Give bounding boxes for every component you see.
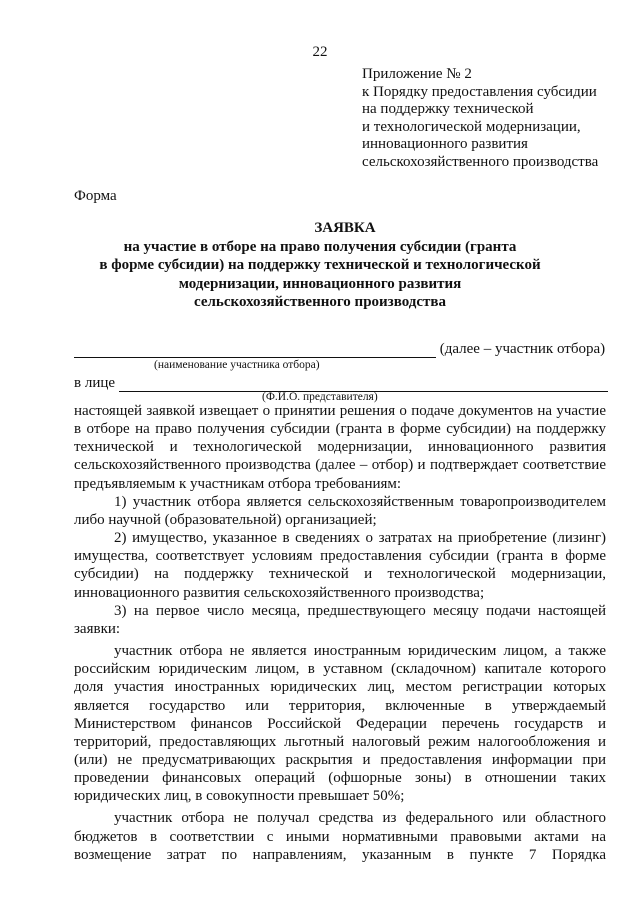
title-line: на участие в отборе на право получения субсидии (гранта	[123, 238, 517, 255]
title-line: в форме субсидии) на поддержку технической и технологической	[99, 257, 541, 273]
body-text	[74, 402, 606, 864]
participant-suffix: (далее – участник отбора)	[439, 341, 606, 357]
title-line: модернизации, инновационного развития	[178, 275, 462, 292]
participant-name-field[interactable]	[74, 343, 436, 358]
representative-caption: (Ф.И.О. представителя)	[262, 391, 378, 403]
representative-row	[74, 375, 608, 392]
appendix-line: на поддержку технической	[362, 101, 534, 118]
body-paragraph-item-2: 2) имущество, указанное в сведениях о затратах на приобретение (лизинг) имущества, соответствует условиям предоставления субсидии (гранта в форме субсидии) на поддержку технической и технологической модернизации, инновационного развития сельскохозяйственного производства;	[74, 530, 606, 601]
appendix-line: инновационного развития	[362, 136, 528, 153]
appendix-line: к Порядку предоставления субсидии	[362, 83, 597, 100]
document-title	[0, 219, 640, 312]
body-paragraph-intro: настоящей заявкой извещает о принятии решения о подаче документов на участие в отборе на право получения субсидии (гранта в форме субсидии) на поддержку технической и технологической модернизации, инновационного развития сельскохозяйственного производства (далее – отбор) и подтверждает соответствие предъявляемым к участникам отбора требованиям:	[74, 403, 606, 492]
appendix-line: и технологической модернизации,	[362, 118, 581, 135]
title-heading: ЗАЯВКА	[314, 220, 376, 236]
body-paragraph-foreign-entity: участник отбора не является иностранным юридическим лицом, а также российским юридическим лицом, в уставном (складочном) капитале которого доля участия иностранных юридических лиц, местом регистрации которых является государство или территория, включенные в утверждаемый Министерством финансов Российской Федерации перечень государств и территорий, предоставляющих льготный налоговый режим налогообложения и (или) не предусматривающих раскрытия и предоставления информации при проведении финансовых операций (офшорные зоны) в отношении таких юридических лиц, в совокупности превышает 50%;	[74, 643, 606, 805]
representative-name-field[interactable]	[119, 377, 608, 392]
body-paragraph-item-3: 3) на первое число месяца, предшествующего месяцу подачи настоящей заявки:	[74, 602, 606, 637]
body-paragraph-budget-funds: участник отбора не получал средства из федерального или областного бюджетов в соответствии с иными нормативными правовыми актами на возмещение затрат по направлениям, указанным в пункте 7 Порядка	[74, 810, 606, 863]
appendix-block	[362, 66, 598, 172]
title-line: сельскохозяйственного производства	[194, 294, 446, 310]
page-number: 22	[312, 44, 328, 60]
appendix-line: сельскохозяйственного производства	[362, 153, 599, 170]
participant-name-caption: (наименование участника отбора)	[154, 359, 320, 371]
body-paragraph-item-1: 1) участник отбора является сельскохозяйственным товаропроизводителем либо научной (образовательной) организацией;	[74, 493, 606, 528]
representative-prefix: в лице	[74, 375, 116, 391]
appendix-line: Приложение № 2	[362, 66, 472, 82]
participant-name-row	[74, 341, 605, 358]
form-label: Форма	[74, 188, 117, 204]
